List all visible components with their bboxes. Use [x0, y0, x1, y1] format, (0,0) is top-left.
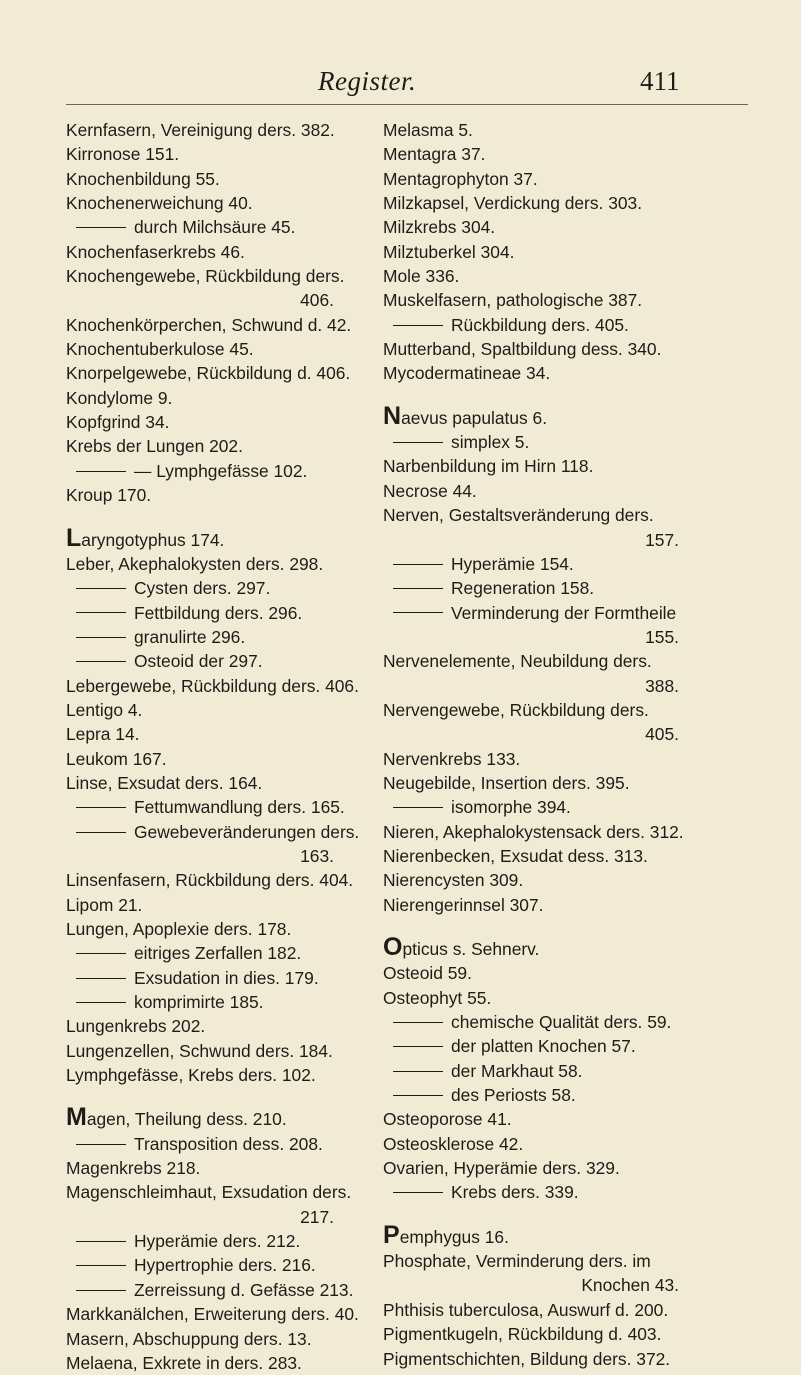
index-entry — [66, 674, 359, 698]
entry-text: 405. — [645, 724, 679, 745]
index-entry — [383, 191, 683, 215]
entry-text: Lipom 21. — [66, 894, 143, 915]
entry-text: durch Milchsäure 45. — [134, 217, 296, 238]
index-column-left — [66, 118, 360, 1375]
entry-text: Pigmentschichten, Bildung ders. 372. — [383, 1348, 671, 1369]
index-entry — [66, 698, 338, 722]
entry-text: pticus s. Sehnerv. — [402, 939, 540, 959]
entry-text: Hypertrophie ders. 216. — [134, 1255, 316, 1276]
entry-text: Nierenbecken, Exsudat dess. 313. — [383, 845, 648, 866]
entry-text: des Periosts 58. — [451, 1085, 576, 1106]
index-subentry — [383, 313, 683, 337]
index-entry — [66, 1103, 338, 1132]
entry-text: Kirronose 151. — [66, 144, 180, 165]
index-entry — [66, 386, 338, 410]
section-initial-letter: P — [383, 1220, 400, 1249]
entry-text: Gewebeveränderungen ders. — [134, 821, 360, 842]
entry-text: Neugebilde, Insertion ders. 395. — [383, 772, 630, 793]
entry-text: granulirte 296. — [134, 626, 246, 647]
entry-text: Kroup 170. — [66, 485, 152, 506]
ditto-dash — [393, 807, 443, 808]
index-entry — [383, 820, 683, 844]
entry-text: agen, Theilung dess. 210. — [86, 1109, 287, 1130]
entry-text: Knorpelgewebe, Rückbildung d. 406. — [66, 363, 351, 384]
ditto-dash — [76, 832, 126, 833]
section-initial-letter: O — [383, 933, 403, 961]
ditto-dash — [76, 1265, 126, 1266]
index-subentry — [66, 941, 338, 965]
ditto-dash — [393, 442, 443, 443]
index-entry — [66, 1302, 359, 1326]
index-entry — [66, 240, 338, 264]
index-entry-continuation — [383, 625, 683, 649]
entry-text: Krebs ders. 339. — [451, 1182, 579, 1203]
entry-text: emphygus 16. — [399, 1226, 509, 1247]
index-entry — [66, 1351, 338, 1375]
index-subentry — [66, 990, 338, 1014]
index-subentry — [66, 215, 338, 239]
index-entry-continuation — [66, 288, 338, 312]
ditto-dash — [393, 612, 443, 613]
index-entry — [66, 483, 338, 507]
entry-text: Necrose 44. — [383, 480, 477, 501]
index-entry — [383, 1132, 683, 1156]
index-column-right — [383, 118, 683, 1371]
entry-text: Magenkrebs 218. — [66, 1158, 201, 1179]
entry-text: Krebs der Lungen 202. — [66, 436, 243, 457]
entry-text: Transposition dess. 208. — [134, 1133, 323, 1154]
entry-text: Knochenfaserkrebs 46. — [66, 241, 245, 262]
index-entry — [66, 118, 338, 142]
index-entry — [383, 986, 683, 1010]
index-entry — [383, 167, 683, 191]
entry-text: komprimirte 185. — [134, 992, 264, 1013]
entry-text: Fettumwandlung ders. 165. — [134, 797, 345, 818]
index-entry — [66, 552, 338, 576]
index-subentry — [383, 1083, 683, 1107]
ditto-dash — [393, 564, 443, 565]
index-entry — [66, 191, 338, 215]
entry-text: Narbenbildung im Hirn 118. — [383, 456, 594, 477]
index-subentry — [66, 966, 338, 990]
entry-text: isomorphe 394. — [451, 797, 571, 818]
entry-text: Markkanälchen, Erweiterung ders. 40. — [66, 1304, 359, 1325]
ditto-dash — [393, 588, 443, 589]
index-entry — [66, 142, 338, 166]
index-entry — [383, 401, 683, 430]
header-rule — [66, 104, 748, 105]
entry-text: Knochengewebe, Rückbildung ders. — [66, 266, 345, 287]
entry-text: Knochenbildung 55. — [66, 168, 220, 189]
ditto-dash — [76, 978, 126, 979]
index-subentry — [383, 1010, 683, 1034]
index-entry-continuation — [383, 528, 683, 552]
index-entry-continuation — [383, 674, 683, 698]
entry-text: Phosphate, Verminderung ders. im — [383, 1251, 651, 1272]
entry-text: Nerven, Gestaltsveränderung ders. — [383, 505, 654, 526]
index-entry-continuation — [383, 722, 683, 746]
entry-text: der platten Knochen 57. — [451, 1036, 636, 1057]
index-subentry — [66, 576, 338, 600]
index-entry — [383, 1322, 683, 1346]
index-subentry — [383, 552, 683, 576]
index-entry — [383, 240, 683, 264]
ditto-dash — [76, 953, 126, 954]
entry-text: Mutterband, Spaltbildung dess. 340. — [383, 339, 662, 360]
index-entry — [383, 771, 683, 795]
entry-text: Nervenkrebs 133. — [383, 748, 521, 769]
index-entry — [66, 523, 338, 552]
index-entry — [66, 1063, 338, 1087]
index-subentry — [383, 1034, 683, 1058]
ditto-dash — [393, 1046, 443, 1047]
entry-text: Fettbildung ders. 296. — [134, 602, 303, 623]
entry-text: Leukom 167. — [66, 748, 167, 769]
index-entry — [383, 747, 683, 771]
entry-text: eitriges Zerfallen 182. — [134, 943, 302, 964]
index-entry — [66, 337, 338, 361]
index-subentry — [66, 459, 338, 483]
entry-text: aryngotyphus 174. — [81, 529, 225, 550]
index-subentry — [383, 795, 683, 819]
ditto-dash — [76, 471, 126, 472]
index-entry — [383, 479, 683, 503]
index-entry-continuation — [383, 1273, 683, 1297]
entry-text: Exsudation in dies. 179. — [134, 967, 319, 988]
entry-text: Milzkrebs 304. — [383, 217, 496, 238]
index-entry — [383, 503, 683, 527]
entry-text: Knochenkörperchen, Schwund d. 42. — [66, 314, 352, 335]
index-subentry — [66, 1229, 338, 1253]
ditto-dash — [393, 1192, 443, 1193]
entry-text: simplex 5. — [451, 432, 530, 453]
entry-text: 155. — [645, 626, 679, 647]
entry-text: der Markhaut 58. — [451, 1060, 583, 1081]
index-entry — [383, 215, 683, 239]
index-entry — [66, 917, 338, 941]
index-entry — [66, 771, 338, 795]
entry-text: Nieren, Akephalokystensack ders. 312. — [383, 821, 684, 842]
entry-text: Osteophyt 55. — [383, 987, 492, 1008]
entry-text: Pigmentkugeln, Rückbildung d. 403. — [383, 1324, 662, 1345]
entry-text: Lebergewebe, Rückbildung ders. 406. — [66, 675, 359, 696]
ditto-dash — [76, 637, 126, 638]
entry-text: Melasma 5. — [383, 120, 473, 140]
entry-text: Phthisis tuberculosa, Auswurf d. 200. — [383, 1299, 669, 1320]
index-entry — [66, 264, 345, 288]
index-entry — [66, 893, 338, 917]
entry-text: Lungenkrebs 202. — [66, 1016, 206, 1037]
ditto-dash — [76, 1002, 126, 1003]
index-entry-continuation — [66, 844, 338, 868]
entry-text: Nervenelemente, Neubildung ders. — [383, 651, 652, 672]
index-entry — [66, 410, 338, 434]
index-entry — [383, 893, 683, 917]
entry-text: Magenschleimhaut, Exsudation ders. — [66, 1182, 352, 1203]
ditto-dash — [76, 661, 126, 662]
ditto-dash — [76, 612, 126, 613]
entry-text: Cysten ders. 297. — [134, 578, 271, 599]
ditto-dash — [393, 1095, 443, 1096]
index-subentry — [383, 601, 683, 625]
entry-text: 388. — [645, 675, 679, 696]
index-entry — [383, 649, 683, 673]
index-subentry — [66, 1132, 338, 1156]
entry-text: Muskelfasern, pathologische 387. — [383, 290, 643, 311]
entry-text: Leber, Akephalokysten ders. 298. — [66, 553, 324, 574]
index-entry — [383, 454, 683, 478]
entry-text: Osteosklerose 42. — [383, 1133, 524, 1154]
entry-text: Lentigo 4. — [66, 699, 143, 720]
entry-text: Linse, Exsudat ders. 164. — [66, 772, 263, 793]
entry-text: Hyperämie 154. — [451, 553, 574, 574]
section-initial-letter: L — [66, 523, 82, 552]
index-entry — [66, 1180, 352, 1204]
index-entry — [66, 313, 352, 337]
entry-text: Mentagra 37. — [383, 144, 486, 165]
index-entry — [66, 722, 338, 746]
ditto-dash — [76, 1144, 126, 1145]
entry-text: 406. — [300, 290, 334, 311]
page-number: 411 — [640, 66, 680, 96]
index-entry — [66, 868, 354, 892]
entry-text: 217. — [300, 1206, 334, 1227]
entry-text: Nierencysten 309. — [383, 870, 524, 891]
entry-text: Kopfgrind 34. — [66, 412, 170, 433]
ditto-dash — [393, 1071, 443, 1072]
entry-text: Masern, Abschuppung ders. 13. — [66, 1328, 312, 1349]
entry-text: Rückbildung ders. 405. — [451, 314, 629, 335]
index-entry — [66, 747, 338, 771]
ditto-dash — [76, 227, 126, 228]
entry-text: Knochentuberkulose 45. — [66, 339, 254, 360]
entry-text: Knochenerweichung 40. — [66, 193, 253, 214]
index-entry — [383, 868, 683, 892]
index-subentry — [383, 1180, 683, 1204]
ditto-dash — [76, 1241, 126, 1242]
entry-text: Zerreissung d. Gefässe 213. — [134, 1279, 354, 1300]
entry-text: Lepra 14. — [66, 724, 140, 745]
entry-text: Nervengewebe, Rückbildung ders. — [383, 699, 649, 720]
index-subentry — [383, 576, 683, 600]
index-subentry — [383, 1059, 683, 1083]
ditto-dash — [76, 807, 126, 808]
index-entry — [383, 264, 683, 288]
ditto-dash — [76, 588, 126, 589]
index-subentry — [66, 601, 338, 625]
index-entry — [383, 142, 683, 166]
entry-text: Milzkapsel, Verdickung ders. 303. — [383, 193, 643, 214]
entry-text: 163. — [300, 845, 334, 866]
entry-text: Kondylome 9. — [66, 387, 173, 408]
index-subentry — [383, 430, 683, 454]
entry-text: — Lymphgefässe 102. — [134, 460, 308, 481]
entry-text: Regeneration 158. — [451, 578, 595, 599]
index-subentry — [66, 820, 360, 844]
index-entry — [383, 118, 683, 142]
entry-text: Lymphgefässe, Krebs ders. 102. — [66, 1065, 316, 1086]
index-subentry — [66, 795, 345, 819]
entry-text: Linsenfasern, Rückbildung ders. 404. — [66, 870, 354, 891]
section-initial-letter: N — [383, 401, 402, 430]
entry-text: Osteoid 59. — [383, 963, 472, 984]
entry-text: Osteoid der 297. — [134, 651, 263, 672]
entry-text: Hyperämie ders. 212. — [134, 1231, 301, 1252]
ditto-dash — [393, 325, 443, 326]
page-title: Register. — [318, 66, 417, 96]
index-entry — [66, 1327, 338, 1351]
entry-text: Osteoporose 41. — [383, 1109, 512, 1130]
ditto-dash — [393, 1022, 443, 1023]
index-entry — [66, 167, 338, 191]
entry-text: Verminderung der Formtheile — [451, 602, 677, 623]
index-subentry — [66, 649, 338, 673]
index-entry — [66, 1014, 338, 1038]
entry-text: Mole 336. — [383, 266, 460, 287]
index-subentry — [66, 1278, 354, 1302]
entry-text: Melaena, Exkrete in ders. 283. — [66, 1352, 302, 1373]
index-entry — [383, 698, 683, 722]
index-subentry — [66, 1253, 338, 1277]
index-entry — [383, 1107, 683, 1131]
index-entry — [66, 1039, 338, 1063]
index-entry — [383, 1220, 683, 1249]
index-entry — [383, 1347, 683, 1371]
index-entry — [383, 288, 683, 312]
entry-text: Knochen 43. — [581, 1275, 679, 1296]
entry-text: Kernfasern, Vereinigung ders. 382. — [66, 120, 335, 140]
entry-text: aevus papulatus 6. — [401, 407, 548, 428]
entry-text: Lungenzellen, Schwund ders. 184. — [66, 1040, 333, 1061]
index-entry — [383, 1156, 683, 1180]
entry-text: Lungen, Apoplexie ders. 178. — [66, 919, 292, 939]
entry-text: Ovarien, Hyperämie ders. 329. — [383, 1158, 620, 1179]
entry-text: Nierengerinnsel 307. — [383, 894, 544, 915]
index-entry — [383, 337, 683, 361]
entry-text: Milztuberkel 304. — [383, 241, 515, 262]
index-entry — [383, 1249, 683, 1273]
index-entry — [383, 961, 683, 985]
index-entry — [383, 361, 683, 385]
entry-text: Mycodermatineae 34. — [383, 363, 551, 384]
index-entry-continuation — [66, 1205, 338, 1229]
index-entry — [383, 933, 683, 961]
entry-text: chemische Qualität ders. 59. — [451, 1012, 672, 1033]
section-initial-letter: M — [66, 1103, 87, 1132]
index-entry — [383, 844, 683, 868]
ditto-dash — [76, 1290, 126, 1291]
entry-text: Mentagrophyton 37. — [383, 168, 538, 189]
index-entry — [66, 434, 338, 458]
entry-text: 157. — [645, 529, 679, 550]
index-entry — [66, 1156, 338, 1180]
index-entry — [66, 361, 351, 385]
index-subentry — [66, 625, 338, 649]
